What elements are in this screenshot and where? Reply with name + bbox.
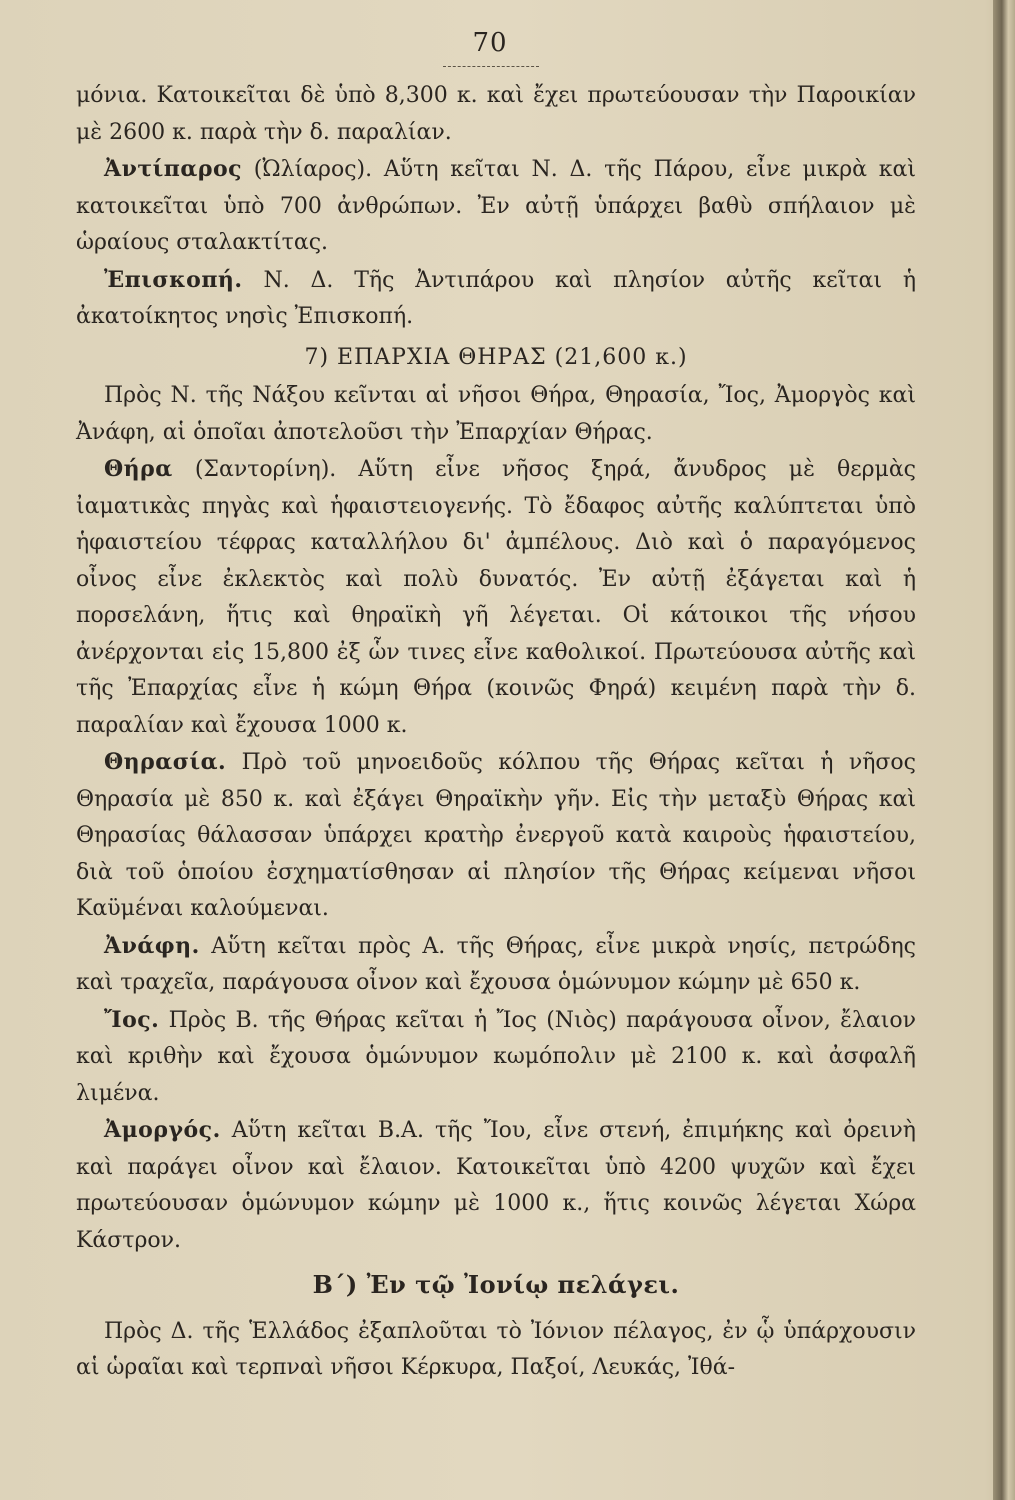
entry-text-antiparos: (Ὠλίαρος). Αὕτη κεῖται Ν. Δ. τῆς Πάρου, εἶνε μικρὰ καὶ κατοικεῖται ὑπὸ 700 ἀνθρώπων. Ἐν αὐτῇ ὑπάρχει βαθὺ σπήλαιον μὲ ὡραίους σταλακτίτας.	[76, 157, 916, 255]
entry-heading-thirasia: Θηρασία.	[104, 749, 227, 775]
entry-episkopi	[76, 262, 916, 336]
entry-amorgos	[76, 1112, 916, 1259]
entry-anafi	[76, 928, 916, 1002]
paragraph-thira-province-intro: Πρὸς Ν. τῆς Νάξου κεῖνται αἱ νῆσοι Θήρα, Θηρασία, Ἴος, Ἀμοργὸς καὶ Ἀνάφη, αἱ ὁποῖαι ἀποτελοῦσι τὴν Ἐπαρχίαν Θήρας.	[76, 383, 916, 445]
book-spine-edge	[993, 0, 1015, 1500]
entry-thirasia	[76, 744, 916, 928]
entry-text-episkopi: Ν. Δ. Τῆς Ἀντιπάρου καὶ πλησίον αὐτῆς κεῖται ἡ ἀκατοίκητος νησὶς Ἐπισκοπή.	[76, 267, 917, 329]
entry-thira	[76, 451, 916, 744]
entry-heading-amorgos: Ἀμοργός.	[104, 1117, 221, 1143]
entry-heading-anafi: Ἀνάφη.	[104, 932, 200, 959]
subsection-title-ionian-sea: Β΄) Ἐν τῷ Ἰονίῳ πελάγει.	[312, 1270, 680, 1299]
entry-heading-episkopi: Ἐπισκοπή.	[104, 266, 243, 293]
entry-text-anafi: Αὕτη κεῖται πρὸς Α. τῆς Θήρας, εἶνε μικρὰ νησίς, πετρώδης καὶ τραχεῖα, παράγουσα οἶνον καὶ ἔχουσα ὁμώνυμον κώμην μὲ 650 κ.	[76, 933, 916, 995]
entry-heading-ios: Ἴος.	[104, 1006, 160, 1033]
entry-heading-antiparos: Ἀντίπαρος	[104, 156, 243, 182]
section-title-thira-province: 7) ΕΠΑΡΧΙΑ ΘΗΡΑΣ (21,600 κ.)	[304, 344, 688, 370]
entry-text-ios: Πρὸς Β. τῆς Θήρας κεῖται ἡ Ἴος (Νιὸς) παράγουσα οἶνον, ἔλαιον καὶ κριθὴν καὶ ἔχουσα ὁμώνυμον κωμόπολιν μὲ 2100 κ. καὶ ἀσφαλῆ λιμένα.	[76, 1007, 916, 1106]
entry-ios	[76, 1002, 916, 1113]
entry-text-amorgos: Αὕτη κεῖται Β.Α. τῆς Ἴου, εἶνε στενή, ἐπιμήκης καὶ ὀρεινὴ καὶ παράγει οἶνον καὶ ἔλαιον. Κατοικεῖται ὑπὸ 4200 ψυχῶν καὶ ἔχει πρωτεύουσαν ὁμώνυμον κώμην μὲ 1000 κ., ἥτις κοινῶς λέγεται Χώρα Κάστρον.	[76, 1118, 916, 1253]
page-number: 70	[472, 28, 508, 58]
entry-text-thira: (Σαντορίνη). Αὕτη εἶνε νῆσος ξηρά, ἄνυδρος μὲ θερμὰς ἰαματικὰς πηγὰς καὶ ἡφαιστειογενής. Τὸ ἔδαφος αὐτῆς καλύπτεται ὑπὸ ἡφαιστείου τέφρας καταλλήλου δι' ἀμπέλους. Διὸ καὶ ὁ παραγόμενος οἶνος εἶνε ἐκλεκτὸς καὶ πολὺ δυνατός. Ἐν αὐτῇ ἐξάγεται καὶ ἡ πορσελάνη, ἥτις καὶ θηραϊκὴ γῆ λέγεται. Οἱ κάτοικοι τῆς νήσου ἀνέρχονται εἰς 15,800 ἐξ ὧν τινες εἶνε καθολικοί. Πρωτεύουσα αὐτῆς καὶ τῆς Ἐπαρχίας εἶνε ἡ κώμη Θήρα (κοινῶς Φηρά) κειμένη παρὰ τὴν δ. παραλίαν καὶ ἔχουσα 1000 κ.	[76, 457, 917, 738]
page-body	[76, 78, 916, 1387]
entry-heading-thira: Θήρα	[104, 456, 173, 482]
paragraph-paros-end: μόνια. Κατοικεῖται δὲ ὑπὸ 8,300 κ. καὶ ἔχει πρωτεύουσαν τὴν Παροικίαν μὲ 2600 κ. παρὰ τὴν δ. παραλίαν.	[76, 83, 916, 145]
page-number-rule	[443, 66, 539, 67]
entry-text-thirasia: Πρὸ τοῦ μηνοειδοῦς κόλπου τῆς Θήρας κεῖται ἡ νῆσος Θηρασία μὲ 850 κ. καὶ ἐξάγει Θηραϊκὴν γῆν. Εἰς τὴν μεταξὺ Θήρας καὶ Θηρασίας θάλασσαν ὑπάρχει κρατὴρ ἐνεργοῦ κατὰ καιροὺς ἡφαιστείου, διὰ τοῦ ὁποίου ἐσχηματίσθησαν αἱ πλησίον τῆς Θήρας κείμεναι νῆσοι Καϋμέναι καλούμεναι.	[76, 750, 916, 921]
entry-antiparos	[76, 151, 916, 262]
paragraph-ionian-intro: Πρὸς Δ. τῆς Ἑλλάδος ἐξαπλοῦται τὸ Ἰόνιον πέλαγος, ἐν ᾧ ὑπάρχουσιν αἱ ὡραῖαι καὶ τερπναὶ νῆσοι Κέρκυρα, Παξοί, Λευκάς, Ἰθά-	[76, 1318, 916, 1380]
